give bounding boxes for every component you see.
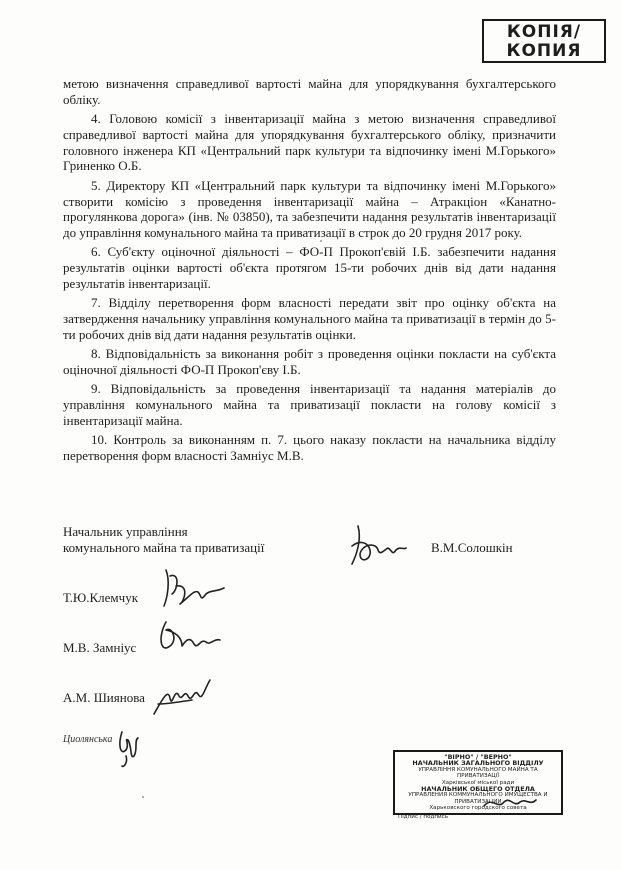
approval-signature-1	[150, 566, 230, 610]
copy-stamp-line-2: КОПИЯ	[506, 41, 582, 61]
approval-name-2: М.В. Замніус	[63, 640, 137, 655]
cert-stamp-sign-label: Підпис / подпись	[398, 813, 449, 820]
copy-stamp-line-1: КОПІЯ/	[506, 22, 582, 42]
paragraph-4: 4. Головою комісії з інвентаризації майна з метою визначення справедливої справедливої вартості майна для упорядкування бухгалтерського обліку, призначити головного інженера КП «Центральний парк культури та відпочинку імені М.Горького» Гриненко О.Б.	[63, 111, 556, 174]
signatory-position	[63, 524, 264, 556]
paragraph-5: 5. Директору КП «Центральний парк культури та відпочинку імені М.Горького» створити комісію з проведення інвентаризації майна – Атракціон «Канатно-прогулянкова дорога» (інв. № 03850), та забезпечити надання результатів інвентаризації до управління комунального майна та приватизації в строк до 20 грудня 2017 року.	[63, 177, 556, 241]
scan-speck	[142, 796, 144, 798]
paragraph-6: 6. Суб'єкту оціночної діяльності – ФО-П Прокоп'євій І.Б. забезпечити надання результатів оцінки вартості об'єкта протягом 15-ти робочих днів від дати надання результатів інвентаризації.	[63, 244, 556, 292]
approval-name-3: А.М. Шиянова	[63, 690, 145, 705]
cert-stamp-line-6: УПРАВЛЕНИЯ КОММУНАЛЬНОГО ИМУЩЕСТВА И ПРИВАТИЗАЦИИ	[408, 792, 548, 805]
scan-speck	[320, 240, 322, 242]
paragraph-10: 10. Контроль за виконанням п. 7. цього наказу покласти на начальника відділу перетворення форм власності Замніус М.В.	[63, 432, 556, 464]
paragraph-8: 8. Відповідальність за виконання робіт з проведення оцінки покласти на суб'єкта оціночної діяльності ФО-П Прокоп'єву І.Б.	[63, 346, 556, 378]
approval-signature-3	[148, 674, 214, 722]
cert-stamp-line-7: Харьковского городского совета	[429, 805, 527, 812]
cert-stamp-signature	[480, 790, 540, 814]
order-body	[63, 76, 556, 467]
cert-stamp-line-1: "ВІРНО" / "ВЕРНО"	[444, 753, 512, 761]
approval-name-1: Т.Ю.Клемчук	[63, 590, 139, 605]
signatory-name: В.М.Солошкін	[431, 540, 513, 555]
approval-signature-2	[152, 616, 224, 660]
signatory-position-line-2: комунального майна та приватизації	[63, 540, 265, 555]
handwritten-signature	[114, 726, 144, 770]
main-signature	[348, 520, 410, 570]
cert-stamp-line-2: НАЧАЛЬНИК ЗАГАЛЬНОГО ВІДДІЛУ	[412, 759, 544, 768]
paragraph-continuation: метою визначення справедливої вартості майна для упорядкування бухгалтерського обліку.	[63, 76, 556, 107]
paragraph-9: 9. Відповідальність за проведення інвентаризації та надання матеріалів до управління комунального майна та приватизації покласти на голову комісії з інвентаризації майна.	[63, 381, 556, 428]
cert-stamp-line-3: УПРАВЛІННЯ КОМУНАЛЬНОГО МАЙНА ТА ПРИВАТИЗАЦІЇ	[418, 766, 538, 780]
copy-stamp	[482, 19, 606, 63]
cert-stamp-line-5: НАЧАЛЬНИК ОБЩЕГО ОТДЕЛА	[421, 785, 535, 794]
paragraph-7: 7. Відділу перетворення форм власності передати звіт про оцінку об'єкта на затвердження начальнику управління комунального майна та приватизації в термін до 5-ти робочих днів від дати надання результатів оцінки.	[63, 295, 556, 342]
handwritten-note: Циолянська	[63, 734, 113, 745]
signatory-position-line-1: Начальник управління	[63, 524, 188, 539]
cert-stamp-line-4: Харківської міської ради	[441, 779, 515, 786]
